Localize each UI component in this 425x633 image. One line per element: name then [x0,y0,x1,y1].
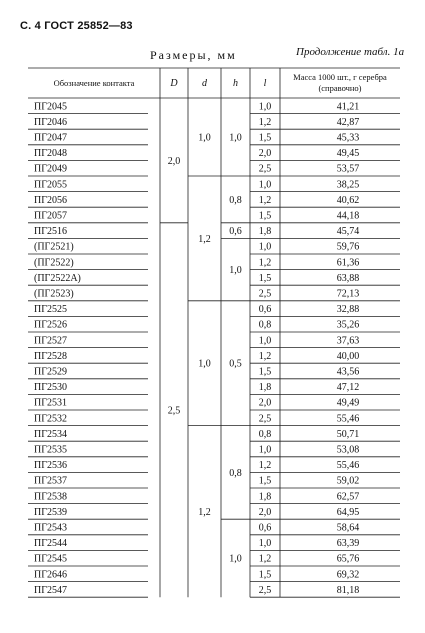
cell-h: 0,6 [229,226,242,238]
cell-l: 1,0 [258,335,272,347]
cell-l: 1,8 [258,491,272,503]
contact-designation: ПГ2538 [34,491,68,503]
cell-l: 1,2 [258,257,272,269]
cell-h: 0,8 [229,467,242,479]
cell-l: 1,2 [258,194,272,206]
contact-designation: ПГ2528 [34,350,68,362]
header-mass-line2: (справочно) [318,83,362,93]
cell-l: 1,5 [258,475,272,487]
cell-mass: 42,87 [336,116,360,128]
cell-l: 0,6 [258,522,272,534]
cell-mass: 63,39 [336,538,360,550]
cell-l: 1,5 [258,132,272,144]
contact-designation: ПГ2048 [34,148,68,160]
cell-mass: 63,88 [336,272,360,284]
cell-l: 1,2 [258,116,272,128]
cell-h: 1,0 [229,132,242,144]
cell-l: 0,8 [258,428,272,440]
cell-l: 1,2 [258,350,272,362]
cell-mass: 53,57 [336,163,360,175]
contact-designation: ПГ2530 [34,382,68,394]
cell-mass: 44,18 [336,210,360,222]
contact-designation: ПГ2532 [34,413,68,425]
header-D: D [170,78,178,89]
cell-l: 2,5 [258,163,272,175]
contact-designation: ПГ2516 [34,226,68,238]
contact-designation: ПГ2526 [34,319,68,331]
cell-l: 2,5 [258,584,272,596]
cell-mass: 32,88 [336,304,360,316]
cell-mass: 61,36 [336,257,360,269]
cell-mass: 40,00 [336,350,360,362]
cell-l: 1,8 [258,226,272,238]
contact-designation: ПГ2646 [34,569,68,581]
contact-designation: ПГ2534 [34,428,68,440]
cell-l: 1,0 [258,179,272,191]
cell-mass: 47,12 [336,382,360,394]
cell-mass: 40,62 [336,194,360,206]
cell-mass: 59,76 [336,241,360,253]
header-designation: Обозначение контакта [53,78,135,88]
header-d: d [202,78,207,89]
cell-l: 1,2 [258,553,272,565]
cell-l: 1,0 [258,241,272,253]
contact-designation: ПГ2536 [34,460,68,472]
cell-D: 2,0 [167,155,181,167]
cell-mass: 37,63 [336,335,360,347]
header-l: l [263,78,267,89]
cell-d: 1,0 [198,132,211,144]
cell-h: 1,0 [229,265,242,277]
cell-mass: 41,21 [336,101,360,113]
cell-h: 0,5 [229,358,242,370]
contact-designation: (ПГ2523) [34,288,74,300]
cell-l: 1,0 [258,101,272,113]
cell-l: 1,5 [258,366,272,378]
cell-mass: 35,26 [336,319,360,331]
cell-mass: 64,95 [336,506,360,518]
contact-designation: ПГ2539 [34,506,68,518]
contact-designation: (ПГ2521) [34,241,74,253]
contact-designation: ПГ2047 [34,132,68,144]
contact-designation: ПГ2525 [34,304,68,316]
cell-mass: 55,46 [336,460,360,472]
contact-designation: ПГ2547 [34,584,68,596]
header-h: h [233,78,238,89]
contact-designation: ПГ2056 [34,194,68,206]
contact-designation: ПГ2057 [34,210,68,222]
cell-l: 0,6 [258,304,272,316]
contact-designation: ПГ2055 [34,179,68,191]
cell-mass: 55,46 [336,413,360,425]
cell-h: 1,0 [229,553,242,565]
cell-mass: 49,49 [336,397,360,409]
cell-mass: 59,02 [336,475,360,487]
contact-designation: (ПГ2522) [34,257,74,269]
contact-designation: ПГ2046 [34,116,68,128]
contact-designation: ПГ2529 [34,366,68,378]
cell-mass: 81,18 [336,584,360,596]
cell-l: 2,0 [258,148,272,160]
cell-mass: 58,64 [336,522,360,534]
cell-mass: 72,13 [336,288,360,300]
cell-l: 2,5 [258,288,272,300]
cell-l: 1,2 [258,460,272,472]
page-header: С. 4 ГОСТ 25852—83 [20,20,133,32]
contact-designation: ПГ2049 [34,163,68,175]
cell-mass: 49,45 [336,148,360,160]
cell-mass: 65,76 [336,553,360,565]
contact-designation: ПГ2543 [34,522,68,534]
cell-d: 1,2 [198,506,211,518]
contact-designation: (ПГ2522А) [34,272,81,284]
cell-mass: 38,25 [336,179,360,191]
cell-mass: 53,08 [336,444,360,456]
cell-d: 1,2 [198,233,211,245]
cell-mass: 43,56 [336,366,360,378]
cell-h: 0,8 [229,194,242,206]
cell-mass: 50,71 [336,428,360,440]
cell-mass: 45,33 [336,132,360,144]
contact-designation: ПГ2535 [34,444,68,456]
cell-mass: 69,32 [336,569,360,581]
cell-d: 1,0 [198,358,211,370]
contact-designation: ПГ2537 [34,475,68,487]
cell-l: 1,5 [258,210,272,222]
table-title: Размеры, мм [150,48,237,62]
cell-l: 2,0 [258,397,272,409]
contact-designation: ПГ2045 [34,101,68,113]
contact-designation: ПГ2527 [34,335,68,347]
contact-designation: ПГ2544 [34,538,68,550]
cell-D: 2,5 [167,405,181,417]
cell-l: 2,5 [258,413,272,425]
contact-designation: ПГ2545 [34,553,68,565]
cell-mass: 45,74 [336,226,360,238]
cell-l: 2,0 [258,506,272,518]
cell-l: 1,0 [258,444,272,456]
table-continuation-note: Продолжение табл. 1а [296,46,405,58]
cell-l: 1,5 [258,272,272,284]
cell-l: 1,0 [258,538,272,550]
cell-mass: 62,57 [336,491,360,503]
cell-l: 1,8 [258,382,272,394]
cell-l: 0,8 [258,319,272,331]
cell-l: 1,5 [258,569,272,581]
contact-designation: ПГ2531 [34,397,68,409]
header-mass-line1: Масса 1000 шт., г серебра [293,72,387,82]
